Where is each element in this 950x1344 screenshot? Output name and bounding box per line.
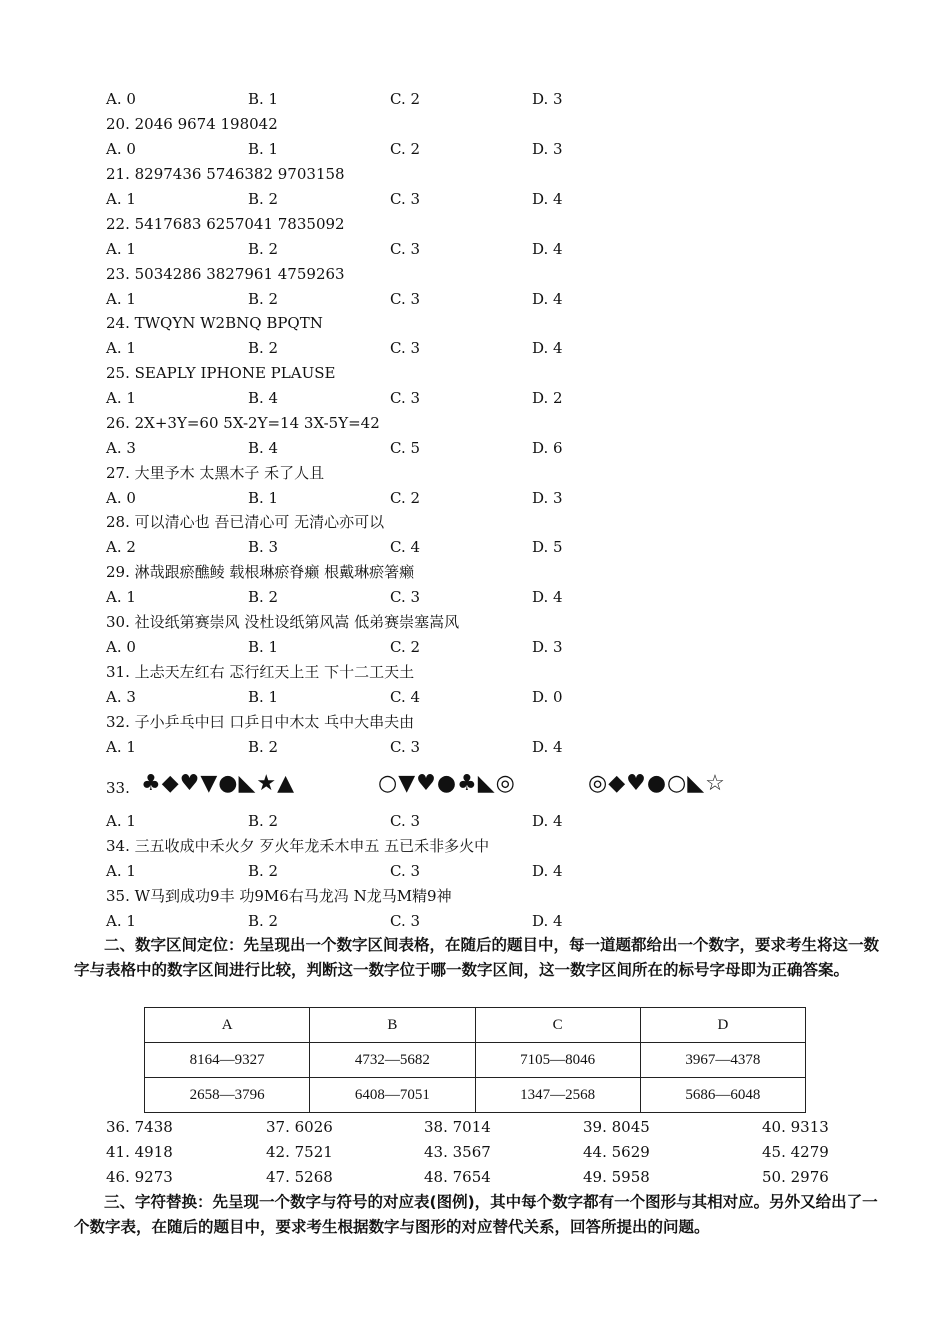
question-32: 32. 子小乒乓中曰 口乒日中木太 乓中大串夫由 [106,713,415,731]
table-cell: 7105—8046 [475,1043,640,1078]
option-c: C. 2 [390,90,421,108]
table-cell: 4732—5682 [310,1043,475,1078]
question-30: 30. 社设纸第赛崇风 没杜设纸第风嵩 低弟赛崇塞嵩风 [106,613,460,631]
range-table [144,1007,806,1113]
option-row: A. 2 B. 3 C. 4 D. 5 [106,538,563,556]
question-33 [0,771,950,800]
table-cell: 1347—2568 [475,1078,640,1113]
table-header: D [640,1008,805,1043]
table-cell: 8164—9327 [145,1043,310,1078]
table-cell: 3967—4378 [640,1043,805,1078]
table-header-row [145,1008,806,1043]
question-35: 35. W马到成功9丰 功9M6右马龙冯 N龙马M精9神 [106,887,452,905]
option-row: A. 3 B. 1 C. 4 D. 0 [106,688,563,706]
question-number: 33. [106,779,130,797]
option-row: A. 0 B. 1 C. 2 D. 3 [106,489,563,507]
table-row [145,1043,806,1078]
table-row [145,1078,806,1113]
option-row: A. 1 B. 2 C. 3 D. 4 [106,290,563,308]
table-header: A [145,1008,310,1043]
question-23: 23. 5034286 3827961 4759263 [106,265,345,283]
number-items-row: 36. 7438 37. 6026 38. 7014 39. 8045 40. 9313 [106,1118,829,1136]
question-26: 26. 2X+3Y=60 5X-2Y=14 3X-5Y=42 [106,414,380,432]
question-22: 22. 5417683 6257041 7835092 [106,215,345,233]
section-2-instructions: 二、数字区间定位：先呈现出一个数字区间表格，在随后的题目中，每一道题都给出一个数字，要求考生将这一数字与表格中的数字区间进行比较，判断这一数字位于哪一数字区间，这一数字区间所在的标号字母即为正确答案。 [74,936,880,979]
question-24: 24. TWQYN W2BNQ BPQTN [106,314,323,332]
question-31: 31. 上忐天左红右 忑行红天上王 下十二工天土 [106,663,415,681]
question-25: 25. SEAPLY IPHONE PLAUSE [106,364,336,382]
question-27: 27. 大里予木 太黑木子 禾了人且 [106,464,325,482]
symbol-group-1: ♣◆♥▼●◣★▲ [141,771,296,796]
table-cell: 2658—3796 [145,1078,310,1113]
option-row: A. 1 B. 2 C. 3 D. 4 [106,862,563,880]
symbol-group-2: ○▼♥●♣◣◎ [378,771,516,796]
section-3-instructions: 三、字符替换：先呈现一个数字与符号的对应表(图例)，其中每个数字都有一个图形与其相对应。另外又给出了一个数字表，在随后的题目中，要求考生根据数字与图形的对应替代关系，回答所提出的问题。 [74,1193,878,1236]
number-items-row: 46. 9273 47. 5268 48. 7654 49. 5958 50. 2976 [106,1168,829,1186]
symbol-group-3: ◎◆♥●○◣☆ [588,771,726,796]
option-row: A. 1 B. 2 C. 3 D. 4 [106,339,563,357]
option-row: A. 3 B. 4 C. 5 D. 6 [106,439,563,457]
question-21: 21. 8297436 5746382 9703158 [106,165,345,183]
option-row: A. 1 B. 2 C. 3 D. 4 [106,912,563,930]
option-row: A. 0 B. 1 C. 2 D. 3 [106,638,563,656]
table-header: B [310,1008,475,1043]
table-cell: 6408—7051 [310,1078,475,1113]
option-row: A. 1 B. 4 C. 3 D. 2 [106,389,563,407]
option-row: A. 1 B. 2 C. 3 D. 4 [106,190,563,208]
option-row: A. 1 B. 2 C. 3 D. 4 [106,738,563,756]
question-28: 28. 可以清心也 吾已清心可 无清心亦可以 [106,513,385,531]
question-20: 20. 2046 9674 198042 [106,115,278,133]
question-34: 34. 三五收成中禾火夕 歹火年龙禾木申五 五已禾非多火中 [106,837,490,855]
option-row: A. 1 B. 2 C. 3 D. 4 [106,240,563,258]
question-29: 29. 淋哉跟瘀醮鲮 载根琳瘀脊癞 根戴琳瘀箸癞 [106,563,415,581]
table-cell: 5686—6048 [640,1078,805,1113]
option-b: B. 1 [248,90,279,108]
option-row [0,87,950,111]
number-items-row: 41. 4918 42. 7521 43. 3567 44. 5629 45. 4279 [106,1143,829,1161]
table-header: C [475,1008,640,1043]
option-row: A. 1 B. 2 C. 3 D. 4 [106,588,563,606]
option-d: D. 3 [532,90,563,108]
option-row: A. 0 B. 1 C. 2 D. 3 [106,140,563,158]
option-row: A. 1 B. 2 C. 3 D. 4 [106,812,563,830]
option-a: A. 0 [106,90,136,108]
